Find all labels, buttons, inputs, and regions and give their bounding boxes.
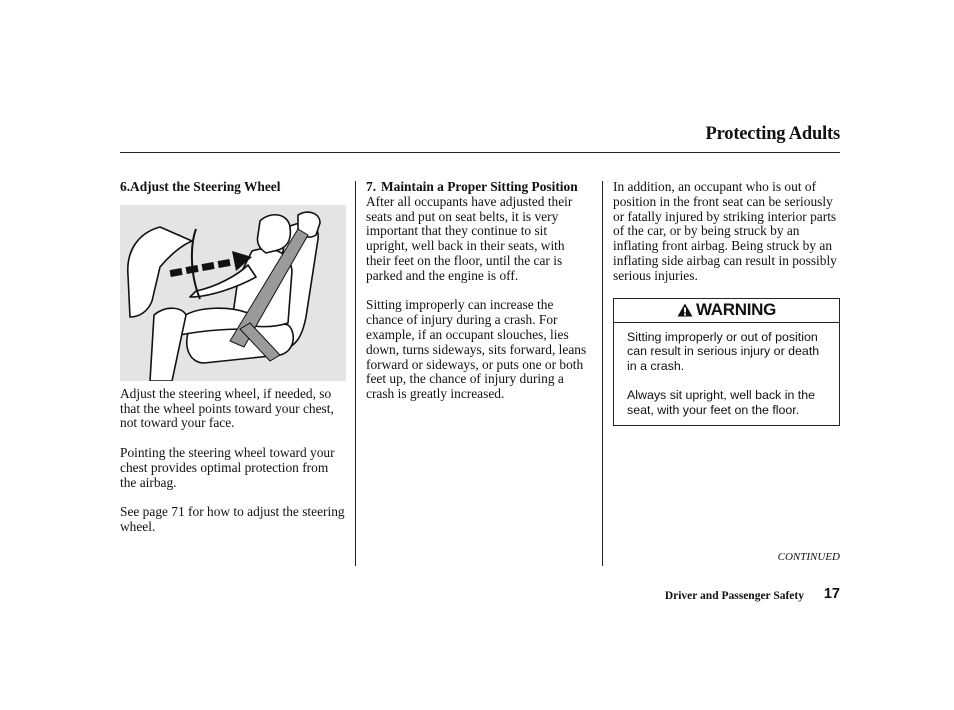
- heading-number: 7.: [366, 179, 377, 194]
- column-right: [613, 180, 840, 426]
- page-number: 17: [823, 586, 840, 602]
- column-middle: [366, 180, 590, 402]
- section-heading-sitting: [366, 180, 590, 195]
- column-divider: [355, 181, 356, 566]
- out-of-position-para: In addition, an occupant who is out of position in the front seat can be seriously or fatally injured by striking interior parts of the car, or by being struck by an inflating front airbag. Being struck by an inflating side airbag can result in possibly serious injuries.: [613, 179, 837, 283]
- section-heading-steering: 6.Adjust the Steering Wheel: [120, 179, 281, 194]
- warning-header: [614, 299, 839, 323]
- heading-text: Maintain a Proper Sitting Position: [381, 179, 578, 194]
- warning-line-2: Always sit upright, well back in the seat, with your feet on the floor.: [627, 387, 816, 417]
- sitting-para-2: Sitting improperly can increase the chance of injury during a crash. For example, if an occupant slouches, lies down, turns sideways, sits forward, leans forward or sideways, or puts one or both feet up, the chance of injury during a crash is greatly increased.: [366, 297, 587, 402]
- page-title: Protecting Adults: [705, 124, 840, 144]
- steering-para-1: Adjust the steering wheel, if needed, so that the wheel points toward your chest, not toward your face.: [120, 385, 334, 431]
- column-left: [120, 180, 346, 535]
- column-divider: [602, 181, 603, 566]
- sitting-para-1: After all occupants have adjusted their seats and put on seat belts, it is very important that they continue to sit upright, well back in their seats, with their feet on the floor, until the car is parked and the engine is off.: [366, 193, 573, 283]
- steering-para-3: See page 71 for how to adjust the steering wheel.: [120, 504, 345, 534]
- warning-box: [613, 298, 840, 427]
- seated-driver-illustration: [120, 205, 346, 381]
- continued-label: CONTINUED: [777, 551, 840, 563]
- warning-label: WARNING: [695, 299, 777, 319]
- warning-line-1: Sitting improperly or out of position can result in serious injury or death in a crash.: [627, 329, 820, 373]
- steering-para-2: Pointing the steering wheel toward your chest provides optimal protection from the airbag.: [120, 444, 335, 490]
- header-rule: [120, 152, 840, 153]
- warning-triangle-icon: [677, 303, 693, 317]
- warning-body: [614, 323, 839, 426]
- footer-section-title: Driver and Passenger Safety: [664, 590, 804, 602]
